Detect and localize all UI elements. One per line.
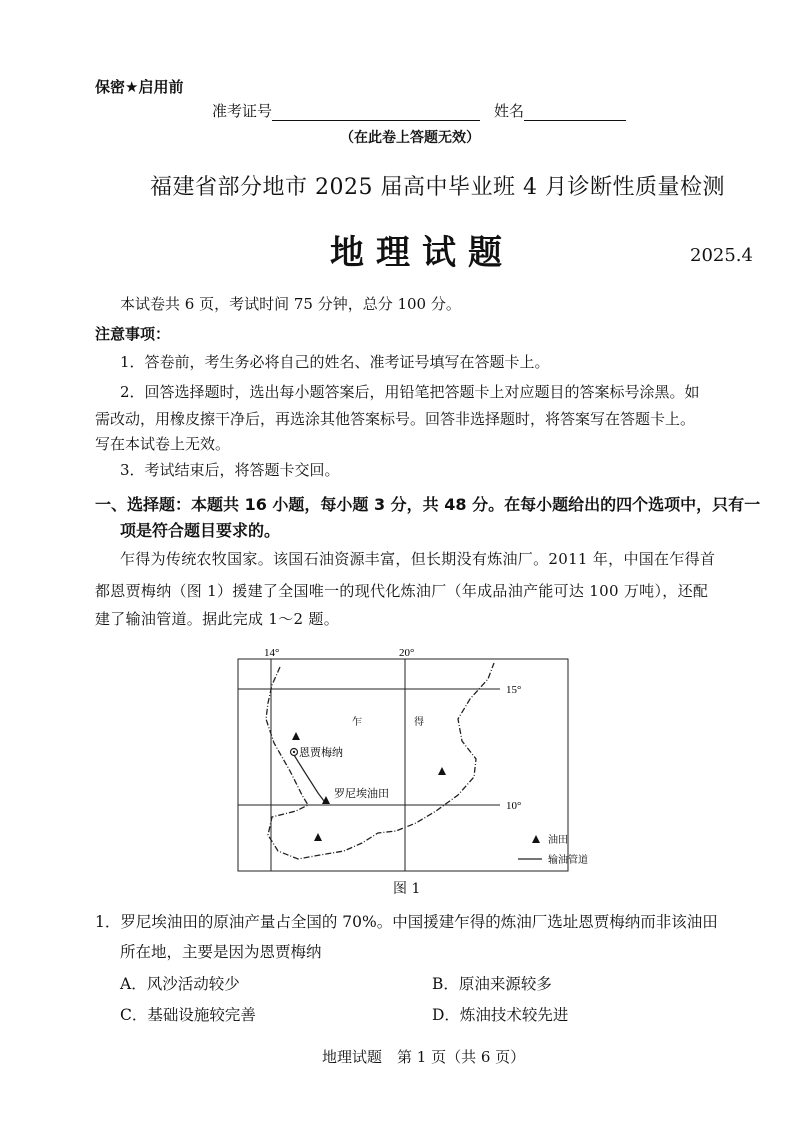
figure-caption: 图 1 [393, 881, 421, 897]
material-text: 建了输油管道。据此完成 1～2 题。 [95, 610, 340, 628]
lon-label-14: 14° [264, 647, 280, 659]
option-c[interactable]: C．基础设施较完善 [120, 1006, 256, 1024]
lat-label-15: 15° [506, 684, 522, 696]
option-a[interactable]: A．风沙活动较少 [120, 975, 240, 993]
exam-intro: 本试卷共 6 页，考试时间 75 分钟，总分 100 分。 [120, 295, 461, 313]
section-heading-cont: 项是符合题目要求的。 [120, 521, 281, 540]
confidential-label: 保密★启用前 [95, 78, 184, 96]
invalid-note: （在此卷上答题无效） [340, 130, 480, 146]
subject-title: 地理试题 [330, 233, 514, 273]
question-1-stem: 1．罗尼埃油田的原油产量占全国的 70%。中国援建乍得的炼油厂选址恩贾梅纳而非该油田 [95, 913, 718, 931]
exam-id-blank[interactable] [272, 106, 480, 121]
legend-pipe-label: 输油管道 [548, 855, 588, 866]
chad-border [266, 663, 494, 859]
option-d[interactable]: D．炼油技术较先进 [432, 1006, 569, 1024]
oilfield-label: 罗尼埃油田 [334, 787, 389, 800]
exam-title: 福建省部分地市 2025 届高中毕业班 4 月诊断性质量检测 [150, 175, 725, 200]
note-item: 需改动，用橡皮擦干净后，再选涂其他答案标号。回答非选择题时，将答案写在答题卡上。 [95, 410, 696, 428]
oilfield-icon [438, 767, 446, 775]
legend-oil-label: 油田 [548, 835, 568, 846]
oil-pipeline [294, 755, 324, 801]
section-heading: 一、选择题：本题共 16 小题，每小题 3 分，共 48 分。在每小题给出的四个选项中，只有一 [95, 495, 761, 514]
capital-dot [293, 751, 295, 753]
page-footer: 地理试题 第 1 页（共 6 页） [322, 1048, 526, 1066]
oilfield-icon [314, 833, 322, 841]
name-blank[interactable] [524, 106, 626, 121]
note-item: 1．答卷前，考生务必将自己的姓名、准考证号填写在答题卡上。 [120, 353, 550, 371]
notes-heading: 注意事项： [95, 325, 171, 343]
lat-label-10: 10° [506, 800, 522, 812]
note-item: 2．回答选择题时，选出每小题答案后，用铅笔把答题卡上对应题目的答案标号涂黑。如 [120, 383, 700, 401]
material-text: 乍得为传统农牧国家。该国石油资源丰富，但长期没有炼油厂。2011 年，中国在乍得首 [120, 550, 716, 568]
name-label: 姓名 [494, 102, 525, 120]
exam-date: 2025.4 [690, 245, 753, 266]
country-char: 得 [414, 717, 424, 728]
question-1-stem-cont: 所在地，主要是因为恩贾梅纳 [120, 943, 322, 961]
option-b[interactable]: B．原油来源较多 [432, 975, 552, 993]
city-label: 恩贾梅纳 [299, 746, 343, 759]
note-item: 写在本试卷上无效。 [95, 435, 231, 453]
chad-map [238, 645, 588, 875]
legend-oil-icon [532, 835, 540, 843]
candidate-info-line [212, 100, 626, 121]
lon-label-20: 20° [399, 647, 415, 659]
material-text: 都恩贾梅纳（图 1）援建了全国唯一的现代化炼油厂（年成品油产能可达 100 万吨），还配 [95, 582, 709, 600]
country-char: 乍 [352, 717, 362, 728]
oilfield-icon [292, 732, 300, 740]
exam-id-label: 准考证号 [212, 102, 273, 120]
note-item: 3．考试结束后，将答题卡交回。 [120, 461, 340, 479]
